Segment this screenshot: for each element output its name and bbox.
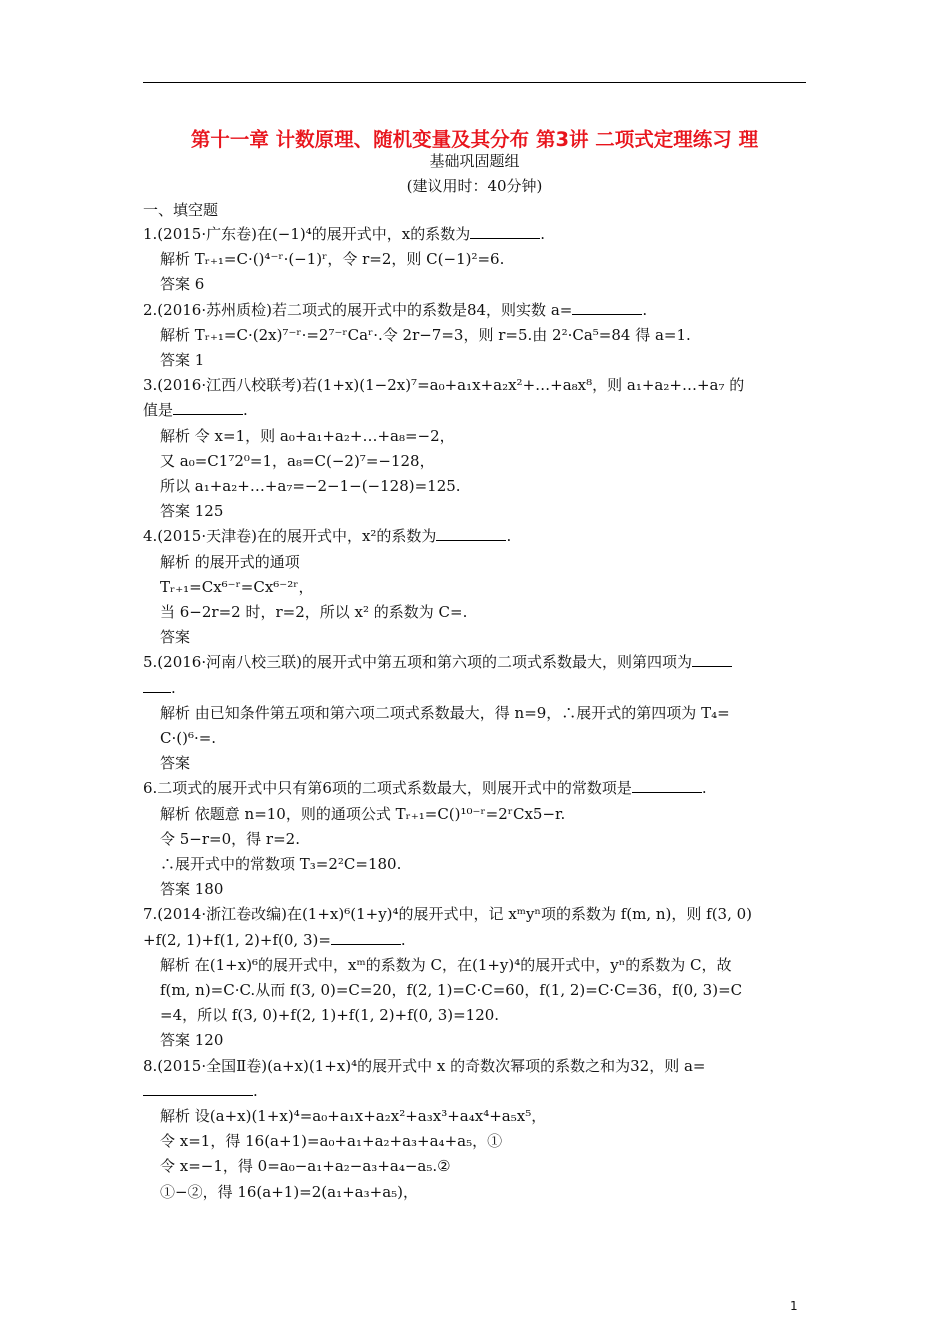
time-hint: (建议用时：40分钟) (406, 177, 543, 195)
answer-line (160, 703, 730, 723)
answer-line (160, 980, 742, 1000)
line-text-tail: . (400, 930, 406, 949)
question-line (143, 678, 176, 698)
line-text: ∴展开式中的常数项 T₃=2²C=180. (160, 855, 402, 873)
line-text: 3.(2016·江西八校联考)若(1+x)(1−2x)⁷=a₀+a₁x+a₂x²+…+a₈x⁸，则 a₁+a₂+…+a₇ 的 (143, 376, 745, 395)
answer-line (160, 829, 300, 849)
question-line (143, 300, 647, 320)
page-number: 1 (790, 1299, 798, 1313)
answer-line (160, 1182, 418, 1202)
line-text: 答案 120 (160, 1031, 224, 1050)
line-text: Tᵣ₊₁=Cx⁶⁻ʳ=Cx⁶⁻²ʳ， (160, 577, 314, 596)
line-text: 答案 125 (160, 502, 224, 521)
line-text: 1.(2015·广东卷)在(−1)⁴的展开式中，x的系数为 (143, 225, 471, 243)
answer-blank (632, 778, 702, 793)
line-text: 所以 a₁+a₂+…+a₇=−2−1−(−128)=125. (160, 477, 461, 495)
line-text: 答案 (160, 754, 191, 773)
page-title: 第十一章 计数原理、随机变量及其分布 第3讲 二项式定理练习 理 (190, 128, 759, 151)
answer-line (160, 728, 216, 748)
line-text: ①−②，得 16(a+1)=2(a₁+a₃+a₅)， (160, 1182, 419, 1201)
line-text: 值是 (143, 401, 174, 420)
answer-line (160, 501, 223, 521)
line-text: 令 x=−1，得 0=a₀−a₁+a₂−a₃+a₄−a₅.② (160, 1157, 451, 1176)
question-line (143, 904, 752, 924)
line-text-tail: . (506, 527, 512, 546)
answer-line (160, 476, 461, 496)
answer-blank (143, 678, 171, 693)
answer-line (160, 577, 313, 597)
answer-blank (331, 930, 401, 945)
line-text: 答案 (160, 628, 191, 647)
line-text: 答案 6 (160, 275, 205, 294)
answer-line (160, 879, 223, 899)
answer-blank (692, 652, 732, 667)
question-line (143, 1056, 705, 1076)
line-text: 解析 Tᵣ₊₁=C·()⁴⁻ʳ·(−1)ʳ，令 r=2，则 C(−1)²=6. (160, 250, 505, 269)
line-text-tail: . (540, 225, 546, 243)
line-text: 解析 设(a+x)(1+x)⁴=a₀+a₁x+a₂x²+a₃x³+a₄x⁴+a₅x⁵， (160, 1107, 547, 1125)
answer-line (160, 602, 467, 622)
line-text: f(m, n)=C·C.从而 f(3, 0)=C=20，f(2, 1)=C·C=60，f(1, 2)=C·C=36，f(0, 3)=C (160, 981, 743, 999)
answer-blank (173, 400, 243, 415)
answer-blank (436, 526, 506, 541)
answer-line (160, 1106, 546, 1126)
question-line (143, 778, 707, 798)
answer-line (160, 627, 190, 647)
line-text: +f(2, 1)+f(1, 2)+f(0, 3)= (143, 930, 331, 949)
line-text: 解析 在(1+x)⁶的展开式中，xᵐ的系数为 C，在(1+y)⁴的展开式中，yⁿ的系数为 C，故 (160, 955, 732, 974)
line-text: 解析 令 x=1，则 a₀+a₁+a₂+…+a₈=−2， (160, 426, 455, 445)
question-line (143, 375, 744, 395)
line-text: 当 6−2r=2 时，r=2，所以 x² 的系数为 C=. (160, 603, 468, 621)
line-text: 答案 1 (160, 351, 205, 369)
line-text: 7.(2014·浙江卷改编)在(1+x)⁶(1+y)⁴的展开式中，记 xᵐyⁿ项的系数为 f(m, n)，则 f(3, 0) (143, 905, 753, 924)
question-line (143, 930, 406, 950)
line-text: 5.(2016·河南八校三联)的展开式中第五项和第六项的二项式系数最大，则第四项为 (143, 653, 692, 672)
question-line (143, 400, 248, 420)
line-text: 8.(2015·全国Ⅱ卷)(a+x)(1+x)⁴的展开式中 x 的奇数次幂项的系数之和为32，则 a= (143, 1056, 706, 1075)
answer-blank (143, 1081, 253, 1096)
line-text: =4，所以 f(3, 0)+f(2, 1)+f(1, 2)+f(0, 3)=120. (160, 1006, 500, 1025)
section-heading: 一、填空题 (143, 201, 219, 219)
answer-line (160, 804, 565, 824)
line-text: 令 5−r=0，得 r=2. (160, 829, 300, 848)
line-text: 解析 Tᵣ₊₁=C·(2x)⁷⁻ʳ·=2⁷⁻ʳCaʳ·.令 2r−7=3，则 r=5.由 2²·Ca⁵=84 得 a=1. (160, 325, 691, 344)
question-line (143, 1081, 258, 1101)
answer-blank (572, 300, 642, 315)
answer-line (160, 1156, 451, 1176)
line-text-tail: . (171, 678, 176, 697)
line-text: 解析 的展开式的通项 (160, 552, 300, 571)
line-text-tail: . (642, 300, 648, 319)
answer-line (160, 451, 435, 471)
line-text: 令 x=1，得 16(a+1)=a₀+a₁+a₂+a₃+a₄+a₅，① (160, 1132, 503, 1151)
line-text: 答案 180 (160, 880, 224, 899)
line-text: C·()⁶·=. (160, 729, 217, 747)
line-text-tail: . (253, 1081, 258, 1100)
answer-line (160, 753, 190, 773)
answer-line (160, 955, 731, 975)
line-text: 解析 由已知条件第五项和第六项二项式系数最大，得 n=9，∴展开式的第四项为 T₄= (160, 703, 730, 722)
answer-line (160, 325, 691, 345)
line-text: 又 a₀=C1⁷2⁰=1，a₈=C(−2)⁷=−128， (160, 451, 435, 470)
answer-line (160, 249, 504, 269)
subtitle: 基础巩固题组 (429, 152, 520, 170)
question-line (143, 652, 732, 672)
question-line (143, 224, 545, 244)
line-text: 6.二项式的展开式中只有第6项的二项式系数最大，则展开式中的常数项是 (143, 779, 632, 798)
line-text: 2.(2016·苏州质检)若二项式的展开式中的系数是84，则实数 a= (143, 300, 573, 319)
answer-line (160, 426, 455, 446)
line-text: 4.(2015·天津卷)在的展开式中，x²的系数为 (143, 527, 437, 546)
answer-blank (470, 224, 540, 239)
answer-line (160, 1005, 499, 1025)
answer-line (160, 552, 300, 572)
header-rule (143, 82, 806, 83)
answer-line (160, 854, 401, 874)
answer-line (160, 350, 204, 370)
answer-line (160, 1131, 502, 1151)
answer-line (160, 1030, 223, 1050)
question-line (143, 526, 511, 546)
answer-line (160, 274, 204, 294)
line-text: 解析 依题意 n=10，则的通项公式 Tᵣ₊₁=C()¹⁰⁻ʳ=2ʳCx5−r. (160, 804, 566, 823)
line-text-tail: . (243, 401, 248, 420)
line-text-tail: . (701, 779, 707, 798)
